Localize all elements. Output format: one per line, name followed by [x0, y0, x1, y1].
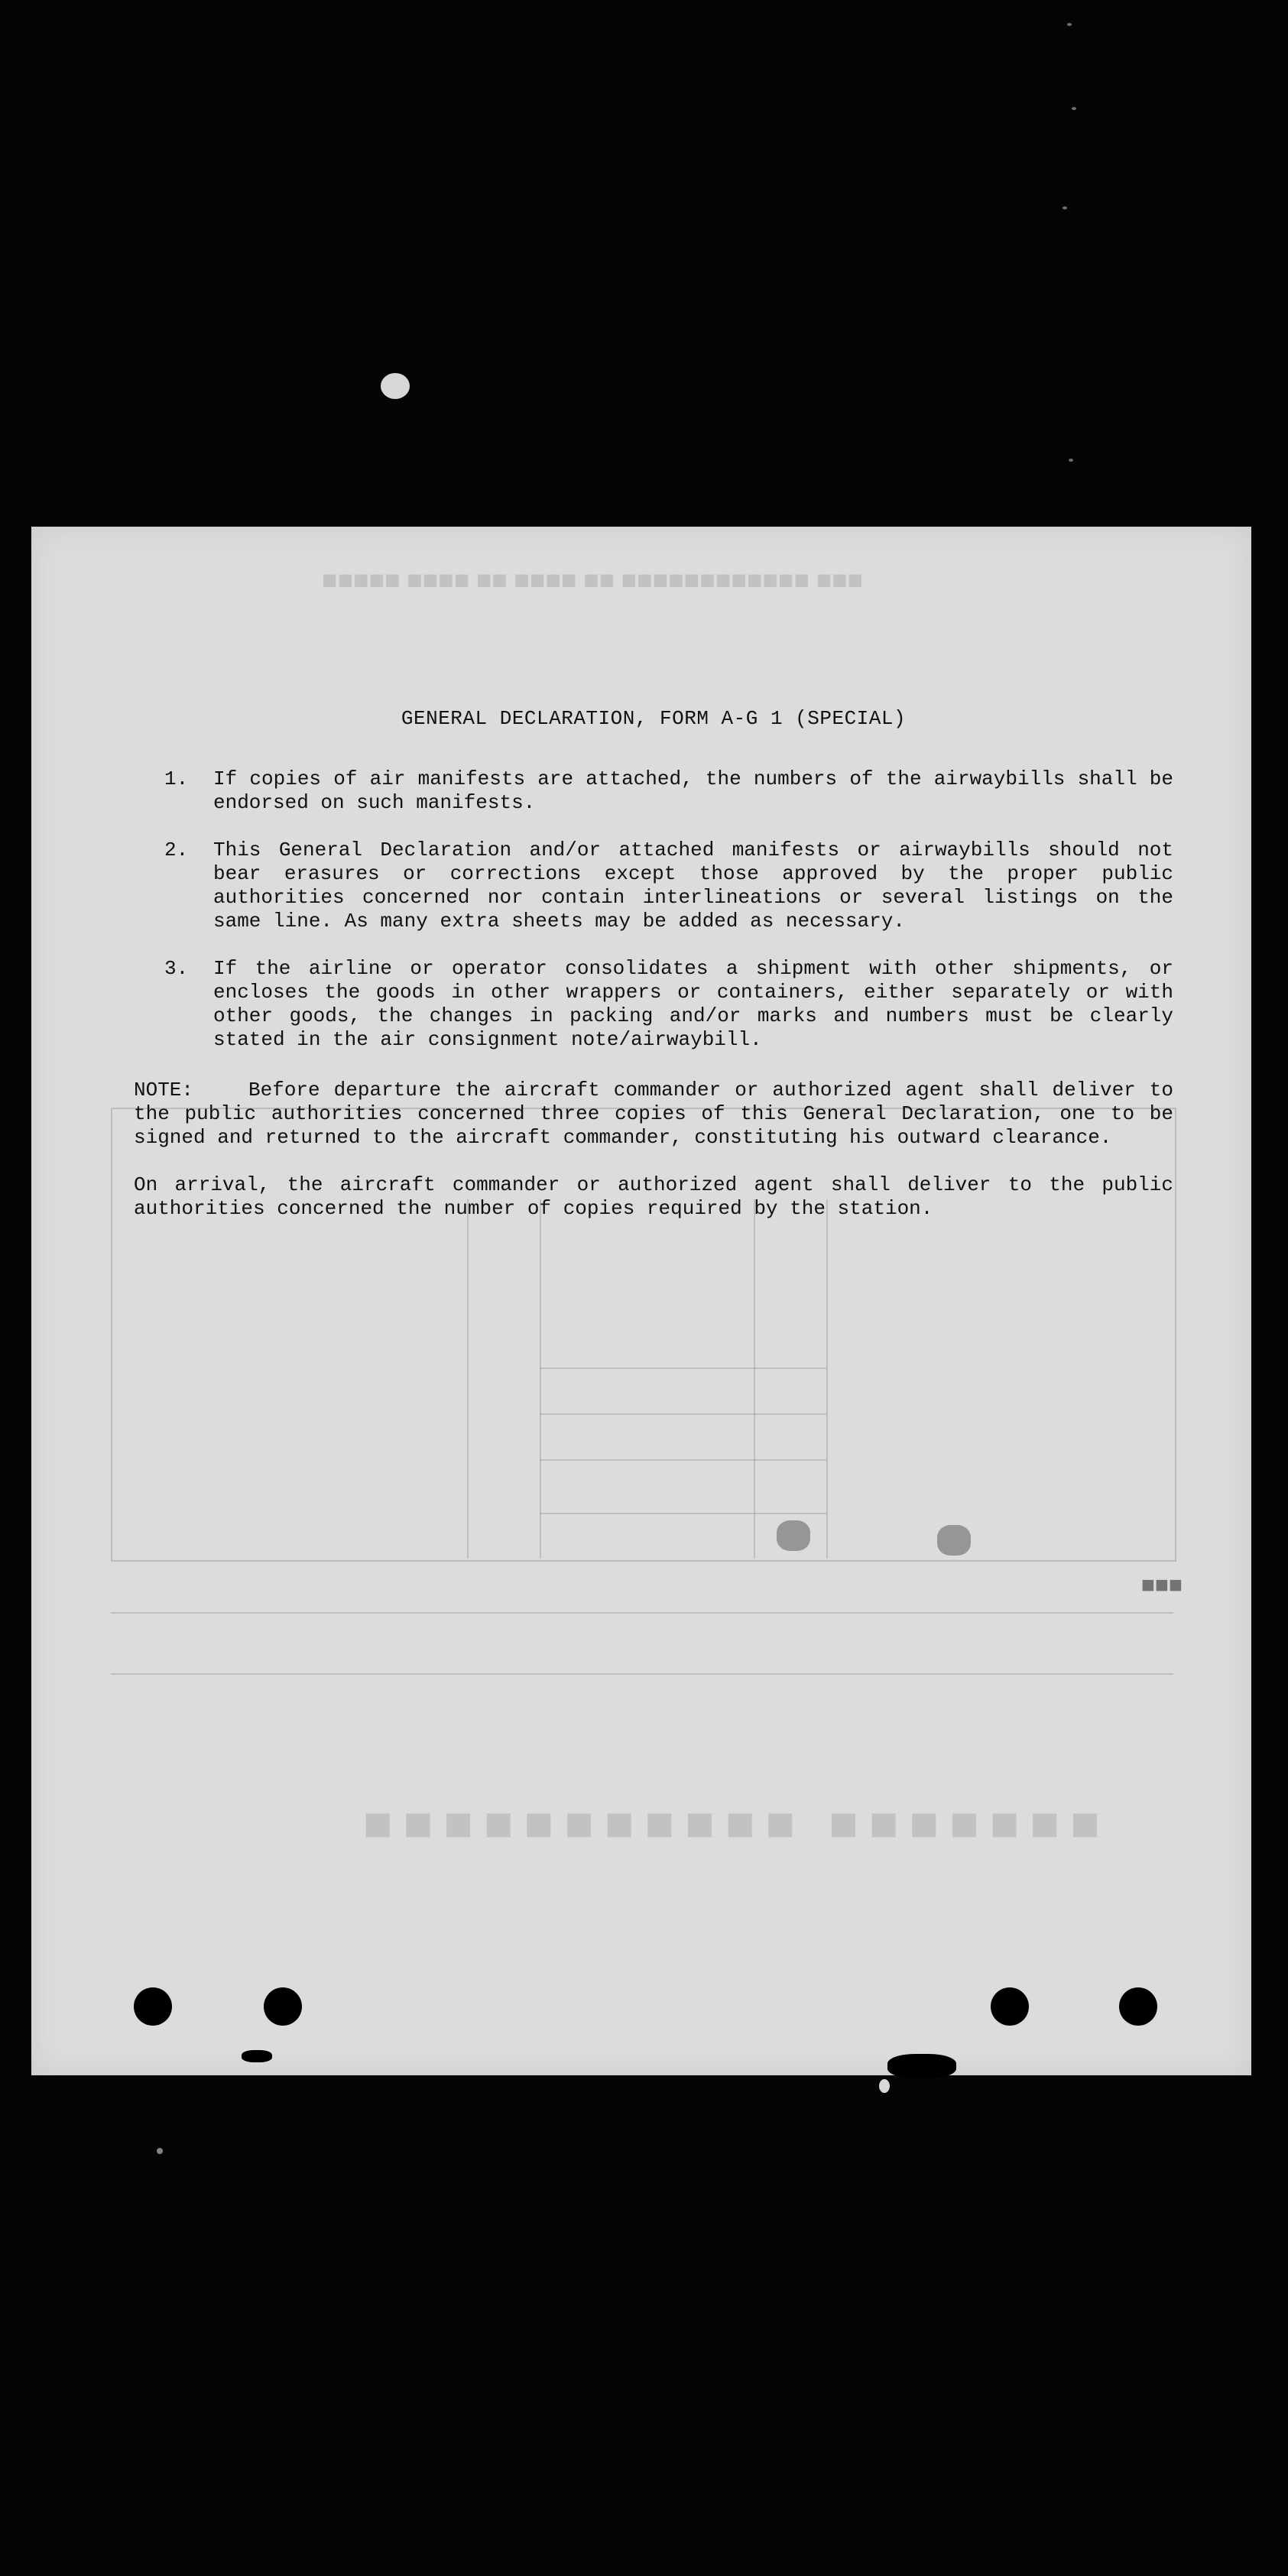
punch-hole	[264, 1987, 302, 2026]
show-through-rule	[111, 1612, 1173, 1614]
faint-stamp-mark: ■■■	[1140, 1574, 1183, 1600]
item-number: 1.	[164, 767, 189, 790]
item-number: 2.	[164, 839, 189, 861]
form-title: GENERAL DECLARATION, FORM A-G 1 (SPECIAL)	[401, 707, 907, 730]
show-through-rule	[540, 1199, 541, 1559]
item-number: 3.	[164, 957, 189, 980]
note-text: Before departure the aircraft commander or authorized agent shall deliver to the public authorities concerned three copies of this General Declaration, one to be signed and returned to the aircraft commander, constituting his outward clearance.	[134, 1079, 1173, 1149]
edge-tear	[242, 2050, 272, 2062]
dust-speck	[1069, 459, 1073, 462]
item-text: This General Declaration and/or attached manifests or airwaybills should not bear erasures or corrections except those approved by the proper public authorities concerned nor contain interlineations or several listings on the same line. As many extra sheets may be added as necessary.	[213, 839, 1173, 933]
dust-speck	[157, 2148, 163, 2154]
show-through-rule	[540, 1513, 826, 1514]
punch-hole	[991, 1987, 1029, 2026]
punch-hole	[134, 1987, 172, 2026]
dust-speck	[381, 373, 410, 399]
arrival-paragraph: On arrival, the aircraft commander or authorized agent shall deliver to the public authorities concerned the number of copies required by the station.	[134, 1173, 1173, 1220]
item-text: If copies of air manifests are attached, the numbers of the airwaybills shall be endorsed on such manifests.	[213, 767, 1173, 814]
note-label: NOTE:	[134, 1079, 194, 1101]
ink-smudge	[777, 1520, 810, 1551]
show-through-rule	[826, 1199, 828, 1559]
note-paragraph	[134, 1079, 1173, 1150]
dust-speck	[1067, 23, 1072, 26]
show-through-rule	[467, 1199, 469, 1559]
show-through-rule	[754, 1199, 755, 1559]
show-through-rule	[540, 1367, 826, 1369]
instruction-item	[134, 839, 1173, 933]
ink-smudge	[937, 1525, 971, 1556]
show-through-rule	[111, 1673, 1173, 1675]
instruction-item	[134, 957, 1173, 1052]
show-through-rule	[540, 1459, 826, 1461]
item-text: If the airline or operator consolidates a shipment with other shipments, or encloses the goods in other wrappers or containers, either separately or with other goods, the changes in packing and/or marks and numbers must be clearly stated in the air consignment note/airwaybill.	[213, 957, 1173, 1051]
dust-speck	[1063, 206, 1067, 209]
instruction-item	[134, 767, 1173, 815]
show-through-rule	[540, 1413, 826, 1415]
instructions-text-block	[134, 707, 1173, 1221]
show-through-heading: ■■■■■■■ ■■■■■■■■■■■	[352, 1796, 1100, 1851]
edge-tear	[887, 2054, 956, 2078]
dust-speck	[1072, 107, 1076, 110]
dust-speck	[879, 2079, 890, 2093]
document-page	[31, 527, 1251, 2075]
punch-hole	[1119, 1987, 1157, 2026]
show-through-heading: ■■■ ■■■■■■■■■■■■ ■■ ■■■■ ■■ ■■■■ ■■■■■	[322, 566, 864, 595]
